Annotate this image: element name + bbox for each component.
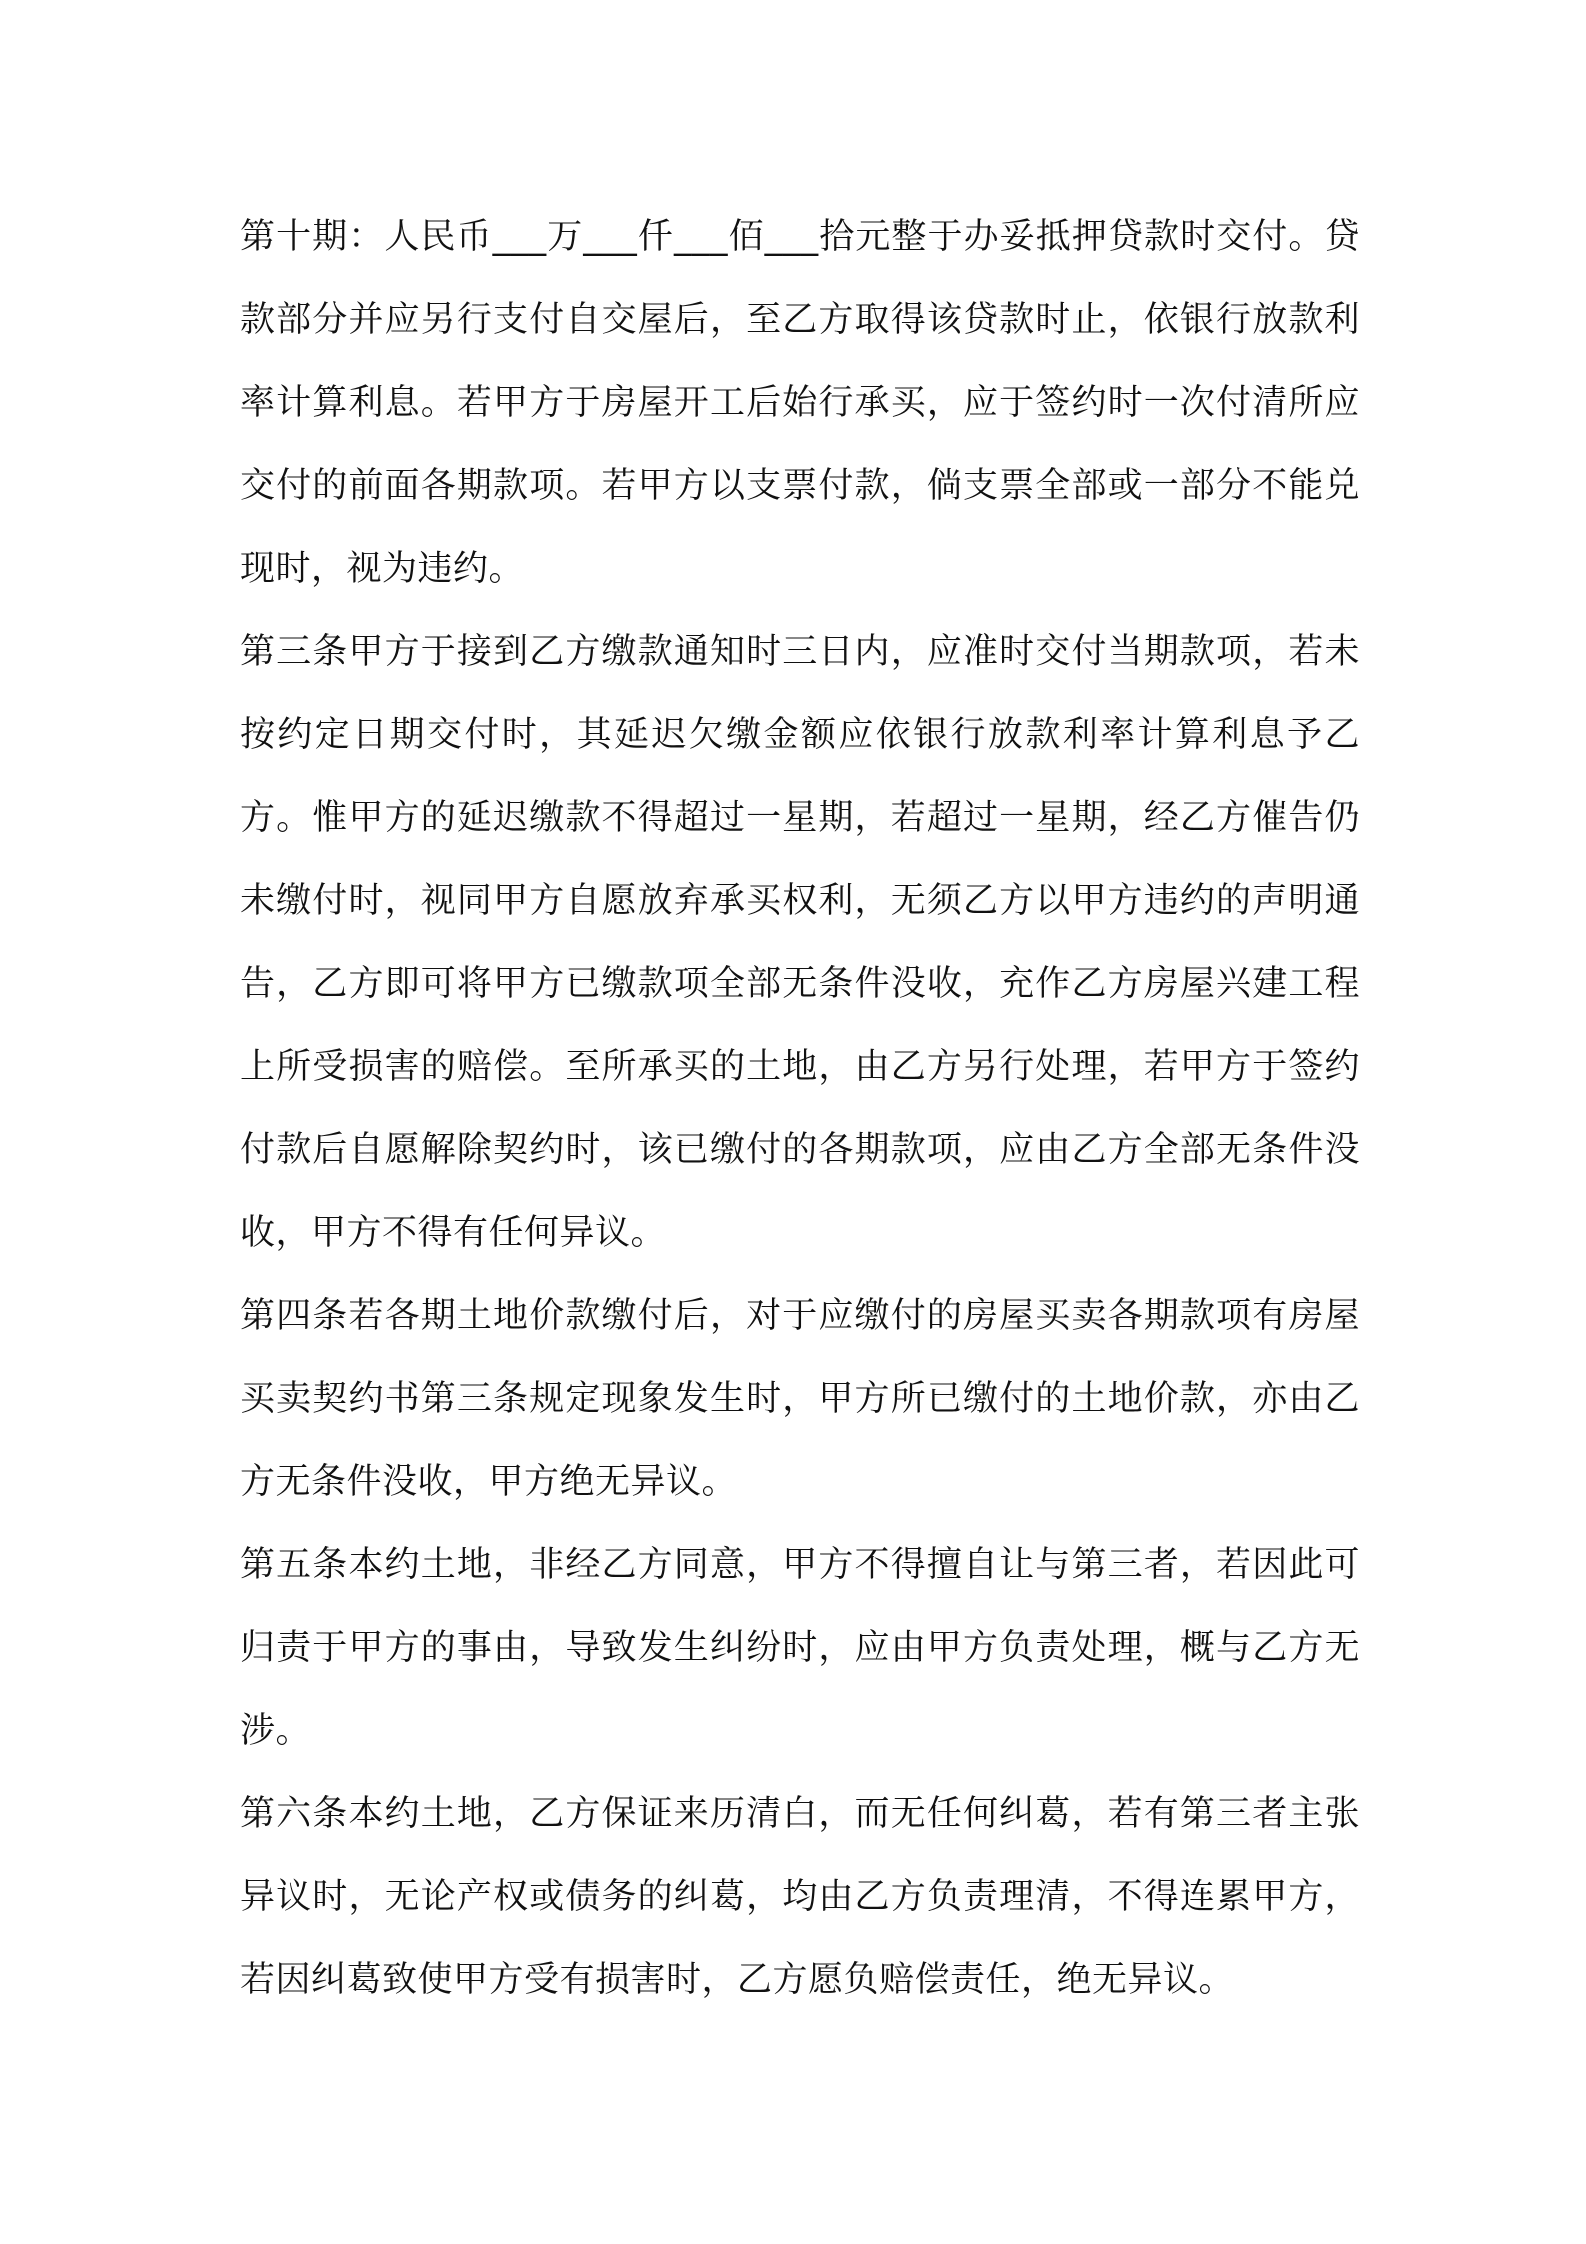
paragraph-article-5: 第五条本约土地，非经乙方同意，甲方不得擅自让与第三者，若因此可归责于甲方的事由，导致发生纠纷时，应由甲方负责处理，概与乙方无涉。 bbox=[240, 1545, 1360, 1751]
paragraph-installment-10: 第十期：人民币___万___仟___佰___拾元整于办妥抵押贷款时交付。贷款部分并应另行支付自交屋后，至乙方取得该贷款时止，依银行放款利率计算利息。若甲方于房屋开工后始行承买，应于签约时一次付清所应交付的前面各期款项。若甲方以支票付款，倘支票全部或一部分不能兑现时，视为违约。 bbox=[240, 217, 1360, 589]
document-page bbox=[240, 196, 1360, 2022]
paragraph-article-6: 第六条本约土地，乙方保证来历清白，而无任何纠葛，若有第三者主张异议时，无论产权或债务的纠葛，均由乙方负责理清，不得连累甲方，若因纠葛致使甲方受有损害时，乙方愿负赔偿责任，绝无异议。 bbox=[240, 1794, 1360, 2000]
paragraph-article-4: 第四条若各期土地价款缴付后，对于应缴付的房屋买卖各期款项有房屋买卖契约书第三条规定现象发生时，甲方所已缴付的土地价款，亦由乙方无条件没收，甲方绝无异议。 bbox=[240, 1296, 1360, 1502]
paragraph-article-3: 第三条甲方于接到乙方缴款通知时三日内，应准时交付当期款项，若未按约定日期交付时，其延迟欠缴金额应依银行放款利率计算利息予乙方。惟甲方的延迟缴款不得超过一星期，若超过一星期，经乙方催告仍未缴付时，视同甲方自愿放弃承买权利，无须乙方以甲方违约的声明通告，乙方即可将甲方已缴款项全部无条件没收，充作乙方房屋兴建工程上所受损害的赔偿。至所承买的土地，由乙方另行处理，若甲方于签约付款后自愿解除契约时，该已缴付的各期款项，应由乙方全部无条件没收，甲方不得有任何异议。 bbox=[240, 632, 1360, 1253]
